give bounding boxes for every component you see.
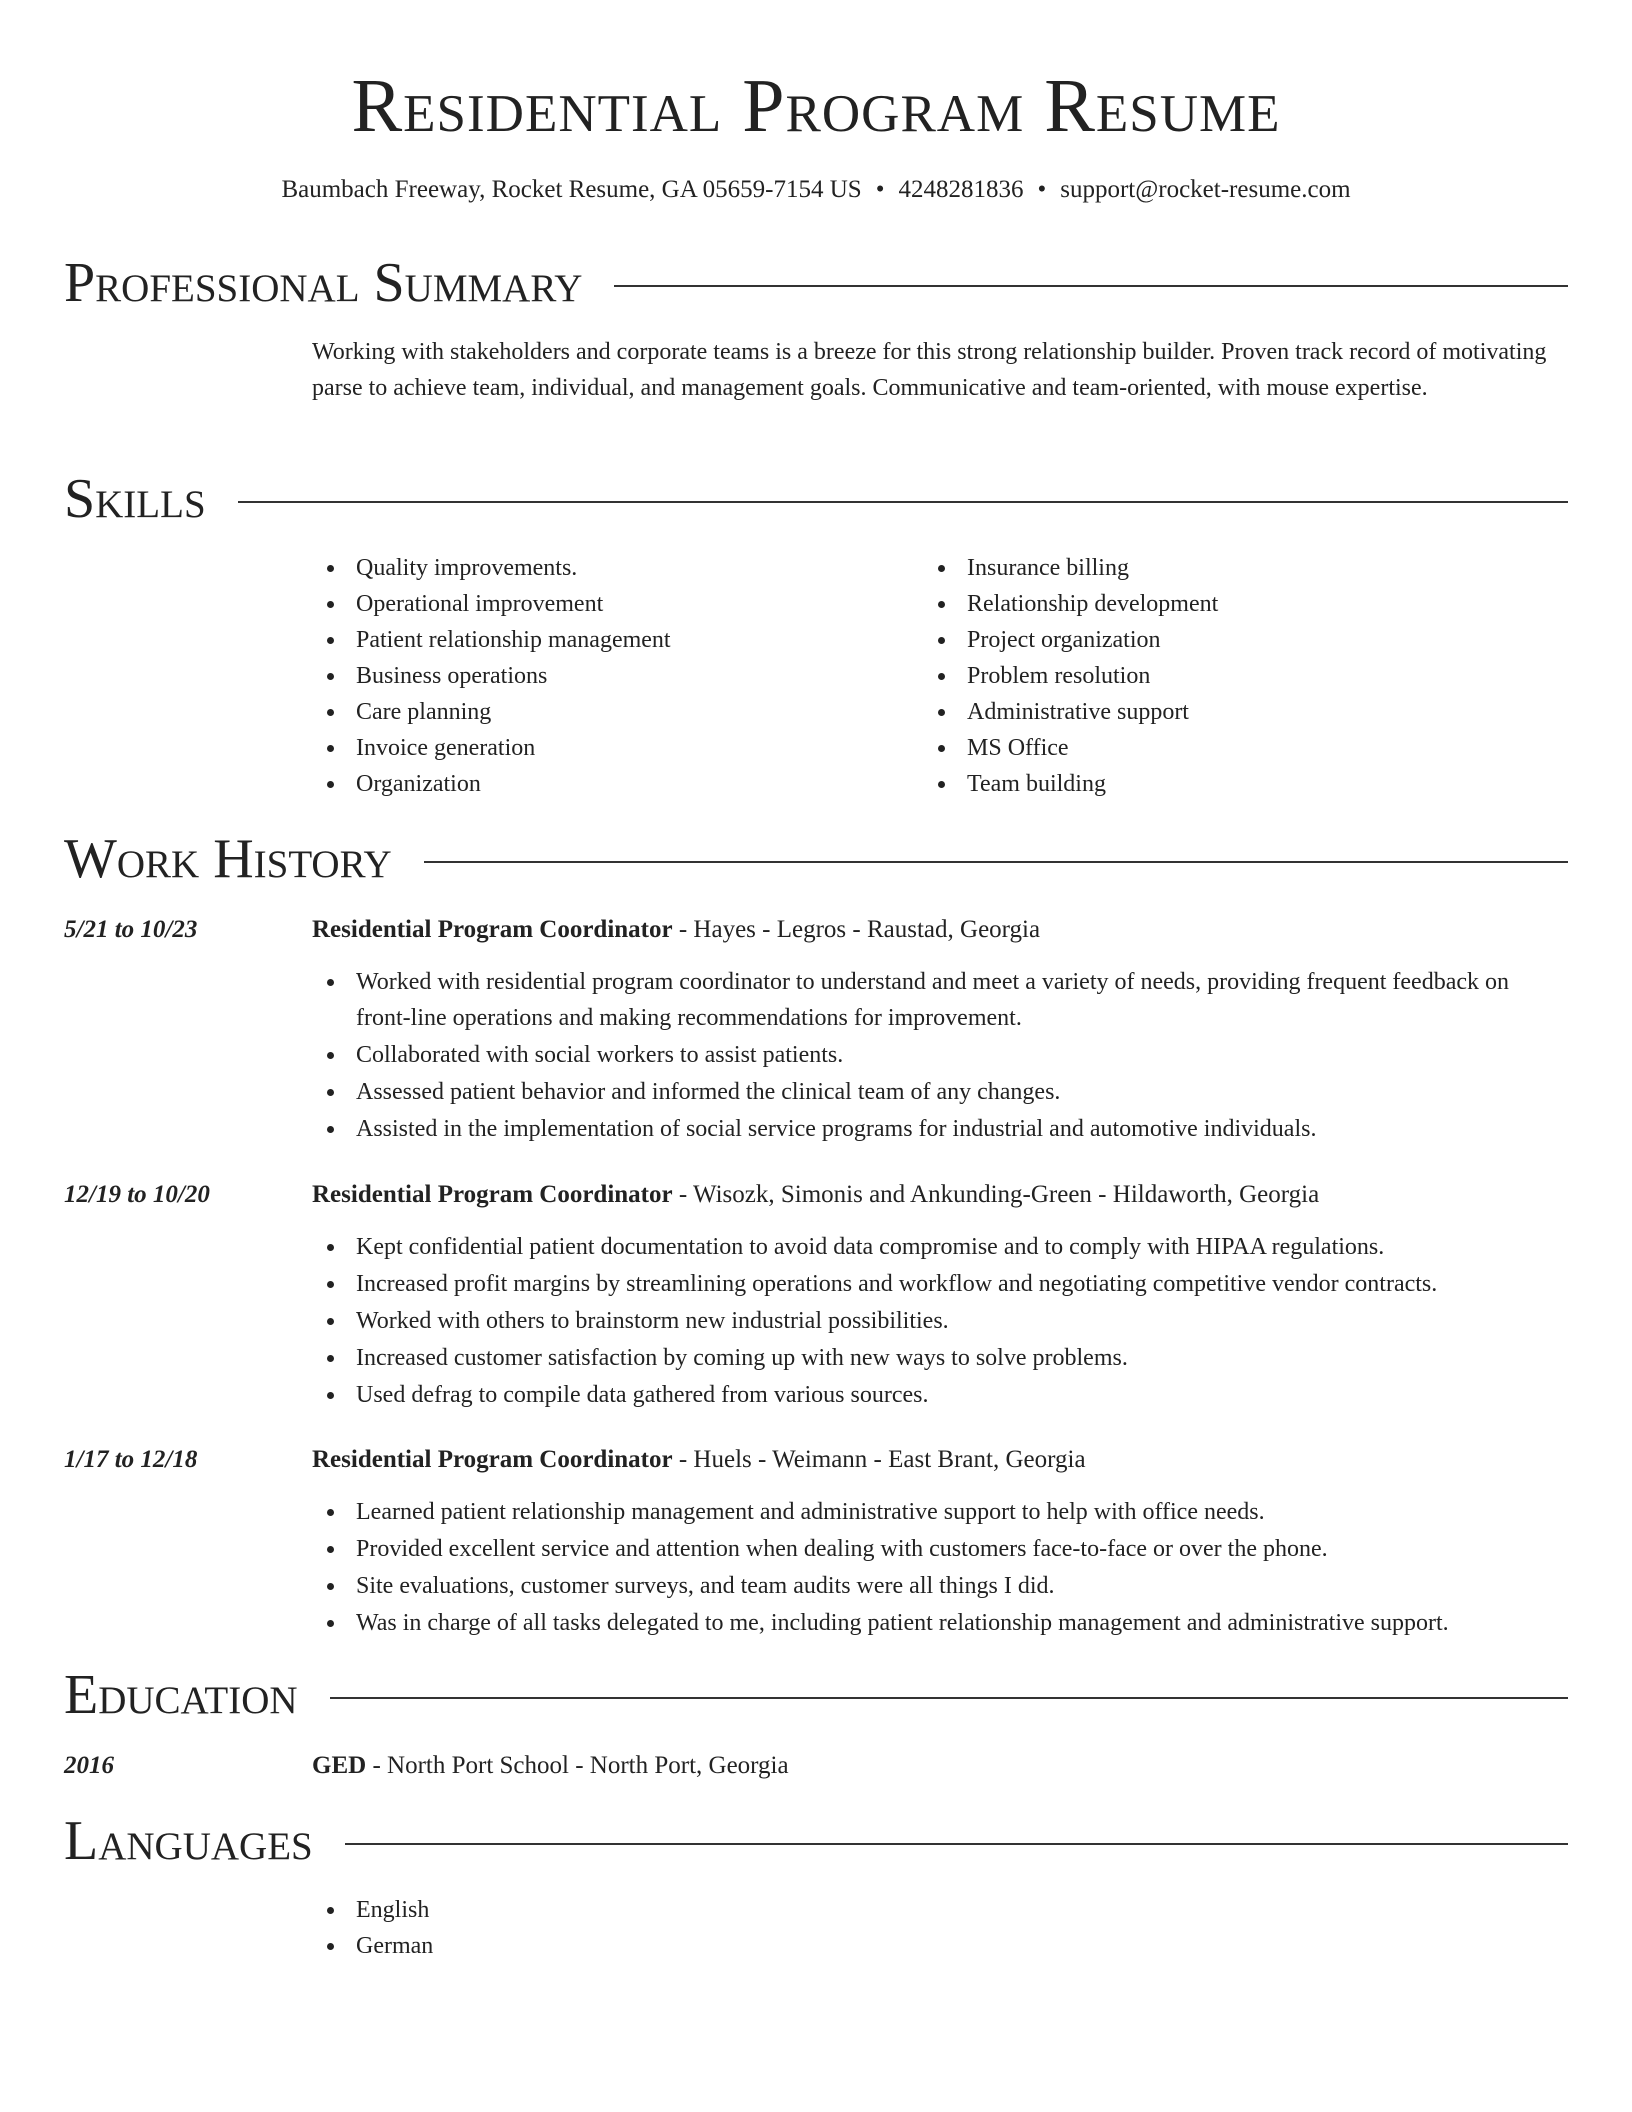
- contact-line: [0, 172, 1632, 208]
- summary-text: Working with stakeholders and corporate teams is a breeze for this strong relationship builder. Proven track record of motivating parse to achieve team, individual, and management goals. Communicative and team-oriented, with mouse expertise.: [312, 339, 1547, 401]
- skill-item: Insurance billing: [923, 550, 1523, 586]
- skill-item: Problem resolution: [923, 658, 1523, 694]
- section-header-work-history: [64, 824, 1568, 894]
- section-divider: [424, 861, 1568, 863]
- job-title: Residential Program Coordinator: [312, 1181, 673, 1208]
- job-dates: 1/17 to 12/18: [64, 1446, 198, 1473]
- job-duties: [312, 964, 1568, 1148]
- section-title-work-history: Work History: [64, 828, 392, 890]
- job-company-location: - Wisozk, Simonis and Ankunding-Green - Hildaworth, Georgia: [672, 1181, 1320, 1208]
- education-degree: GED: [312, 1752, 367, 1779]
- skill-item: Project organization: [923, 622, 1523, 658]
- languages-list-container: [312, 1892, 912, 1964]
- skills-list-left: [312, 550, 912, 802]
- duty-item: Worked with others to brainstorm new industrial possibilities.: [312, 1303, 1568, 1339]
- skill-item: Invoice generation: [312, 730, 912, 766]
- page-title: Residential Program Resume: [351, 64, 1281, 148]
- job-company-location: - Huels - Weimann - East Brant, Georgia: [672, 1446, 1086, 1473]
- contact-separator: •: [1037, 176, 1047, 203]
- section-header-skills: [64, 464, 1568, 534]
- education-date: 2016: [64, 1752, 114, 1779]
- skill-item: Quality improvements.: [312, 550, 912, 586]
- education-entry: [312, 1748, 789, 1784]
- job-dates: 12/19 to 10/20: [64, 1181, 210, 1208]
- contact-separator: •: [875, 176, 885, 203]
- job-title: Residential Program Coordinator: [312, 1446, 673, 1473]
- skill-item: Relationship development: [923, 586, 1523, 622]
- section-title-summary: Professional Summary: [64, 252, 583, 314]
- skills-column-right: [923, 550, 1523, 802]
- languages-list: [312, 1892, 912, 1964]
- section-divider: [614, 285, 1568, 287]
- duty-item: Used defrag to compile data gathered from various sources.: [312, 1377, 1568, 1413]
- section-header-education: [64, 1660, 1568, 1730]
- skill-item: Organization: [312, 766, 912, 802]
- duty-item: Learned patient relationship management and administrative support to help with office needs.: [312, 1494, 1568, 1530]
- skill-item: Business operations: [312, 658, 912, 694]
- duty-item: Assisted in the implementation of social service programs for industrial and automotive individuals.: [312, 1111, 1568, 1147]
- job-duties: [312, 1494, 1568, 1642]
- skill-item: Patient relationship management: [312, 622, 912, 658]
- education-school-location: - North Port School - North Port, Georgia: [366, 1752, 789, 1779]
- job-company-location: - Hayes - Legros - Raustad, Georgia: [672, 916, 1041, 943]
- section-divider: [345, 1843, 1568, 1845]
- duty-item: Was in charge of all tasks delegated to me, including patient relationship management and administrative support.: [312, 1605, 1568, 1641]
- job-heading: [312, 912, 1040, 948]
- skill-item: Team building: [923, 766, 1523, 802]
- duty-item: Assessed patient behavior and informed the clinical team of any changes.: [312, 1074, 1568, 1110]
- language-item: English: [312, 1892, 912, 1928]
- skills-column-left: [312, 550, 912, 802]
- duty-item: Provided excellent service and attention when dealing with customers face-to-face or over the phone.: [312, 1531, 1568, 1567]
- skill-item: MS Office: [923, 730, 1523, 766]
- section-title-education: Education: [64, 1664, 298, 1726]
- job-duties: [312, 1229, 1568, 1414]
- duty-item: Kept confidential patient documentation to avoid data compromise and to comply with HIPAA regulations.: [312, 1229, 1568, 1265]
- skills-list-right: [923, 550, 1523, 802]
- skill-item: Operational improvement: [312, 586, 912, 622]
- section-title-languages: Languages: [64, 1810, 313, 1872]
- job-title: Residential Program Coordinator: [312, 916, 673, 943]
- duty-item: Increased profit margins by streamlining operations and workflow and negotiating competitive vendor contracts.: [312, 1266, 1568, 1302]
- job-dates: 5/21 to 10/23: [64, 916, 198, 943]
- job-heading: [312, 1442, 1086, 1478]
- contact-address: Baumbach Freeway, Rocket Resume, GA 05659-7154 US: [281, 176, 862, 203]
- job-heading: [312, 1177, 1319, 1213]
- duty-item: Increased customer satisfaction by coming up with new ways to solve problems.: [312, 1340, 1568, 1376]
- section-title-skills: Skills: [64, 468, 206, 530]
- skill-item: Administrative support: [923, 694, 1523, 730]
- duty-item: Worked with residential program coordinator to understand and meet a variety of needs, providing frequent feedback on front-line operations and making recommendations for improvement.: [312, 964, 1568, 1036]
- contact-phone: 4248281836: [898, 176, 1024, 203]
- section-divider: [238, 501, 1568, 503]
- section-header-summary: [64, 248, 1568, 318]
- duty-item: Site evaluations, customer surveys, and team audits were all things I did.: [312, 1568, 1568, 1604]
- duty-item: Collaborated with social workers to assist patients.: [312, 1037, 1568, 1073]
- skill-item: Care planning: [312, 694, 912, 730]
- section-header-languages: [64, 1806, 1568, 1876]
- contact-email[interactable]: support@rocket-resume.com: [1060, 176, 1351, 203]
- language-item: German: [312, 1928, 912, 1964]
- section-divider: [330, 1697, 1568, 1699]
